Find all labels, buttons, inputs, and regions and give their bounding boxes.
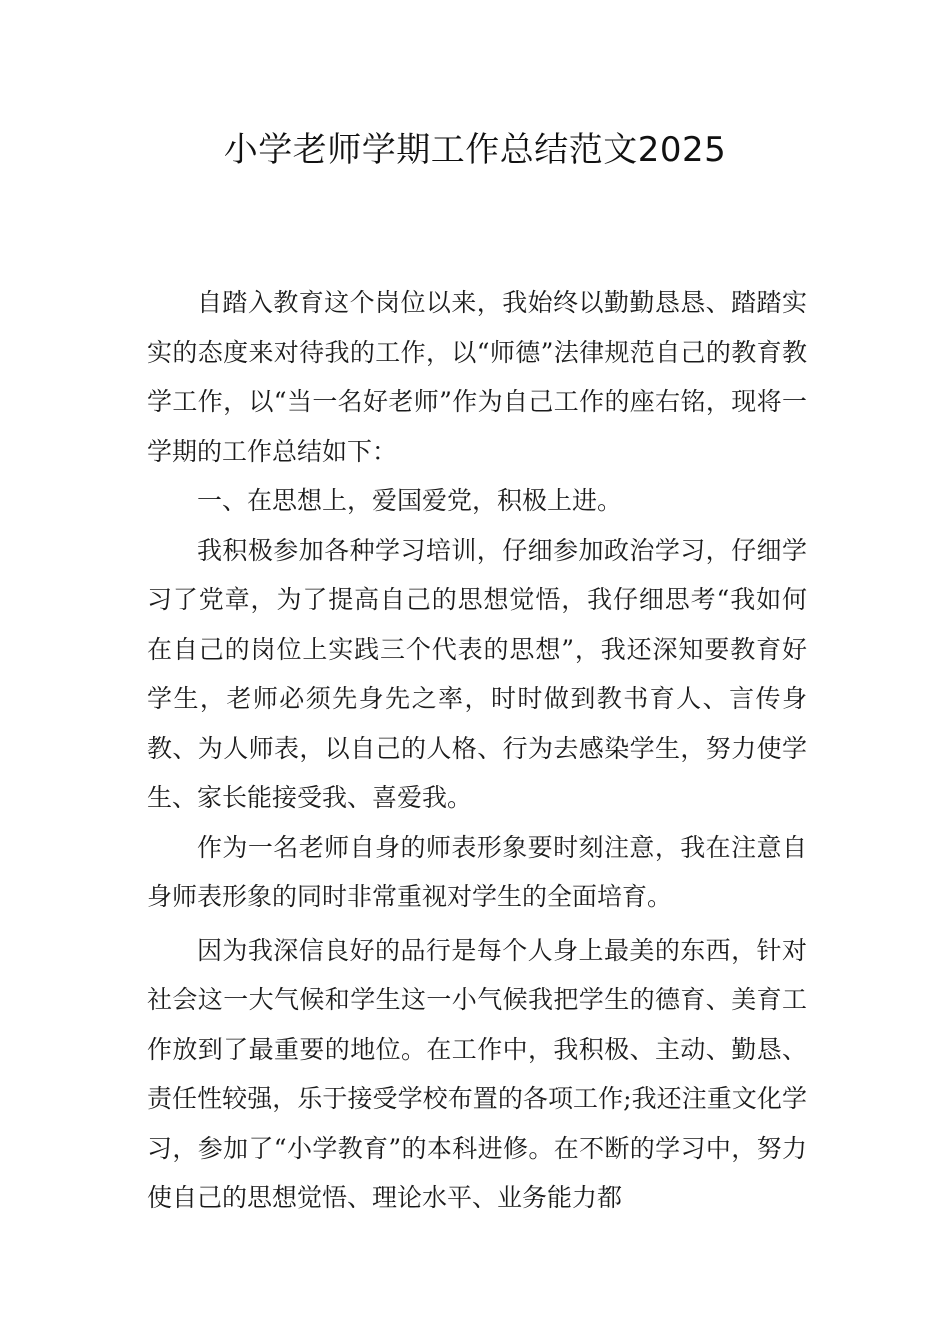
document-title: 小学老师学期工作总结范文2025 [223, 130, 727, 170]
paragraph-section-heading: 一、在思想上，爱国爱党，积极上进。 [197, 486, 623, 515]
paragraph-moral-education: 因为我深信良好的品行是每个人身上最美的东西，针对社会这一大气候和学生这一小气候我把学生的德育、美育工作放到了最重要的地位。在工作中，我积极、主动、勤恳、责任性较强，乐于接受学校布置的各项工作;我还注重文化学习，参加了“小学教育”的本科进修。在不断的学习中，努力使自己的思想觉悟、理论水平、业务能力都 [147, 935, 807, 1212]
paragraph-image: 作为一名老师自身的师表形象要时刻注意，我在注意自身师表形象的同时非常重视对学生的全面培育。 [147, 832, 807, 911]
paragraph-intro: 自踏入教育这个岗位以来，我始终以勤勤恳恳、踏踏实实的态度来对待我的工作，以“师德”法律规范自己的教育教学工作，以“当一名好老师”作为自己工作的座右铭，现将一学期的工作总结如下： [147, 288, 807, 466]
paragraph-study: 我积极参加各种学习培训，仔细参加政治学习，仔细学习了党章，为了提高自己的思想觉悟，我仔细思考“我如何在自己的岗位上实践三个代表的思想”，我还深知要教育好学生，老师必须先身先之率，时时做到教书育人、言传身教、为人师表，以自己的人格、行为去感染学生，努力使学生、家长能接受我、喜爱我。 [147, 535, 807, 812]
document-body [147, 278, 807, 1223]
